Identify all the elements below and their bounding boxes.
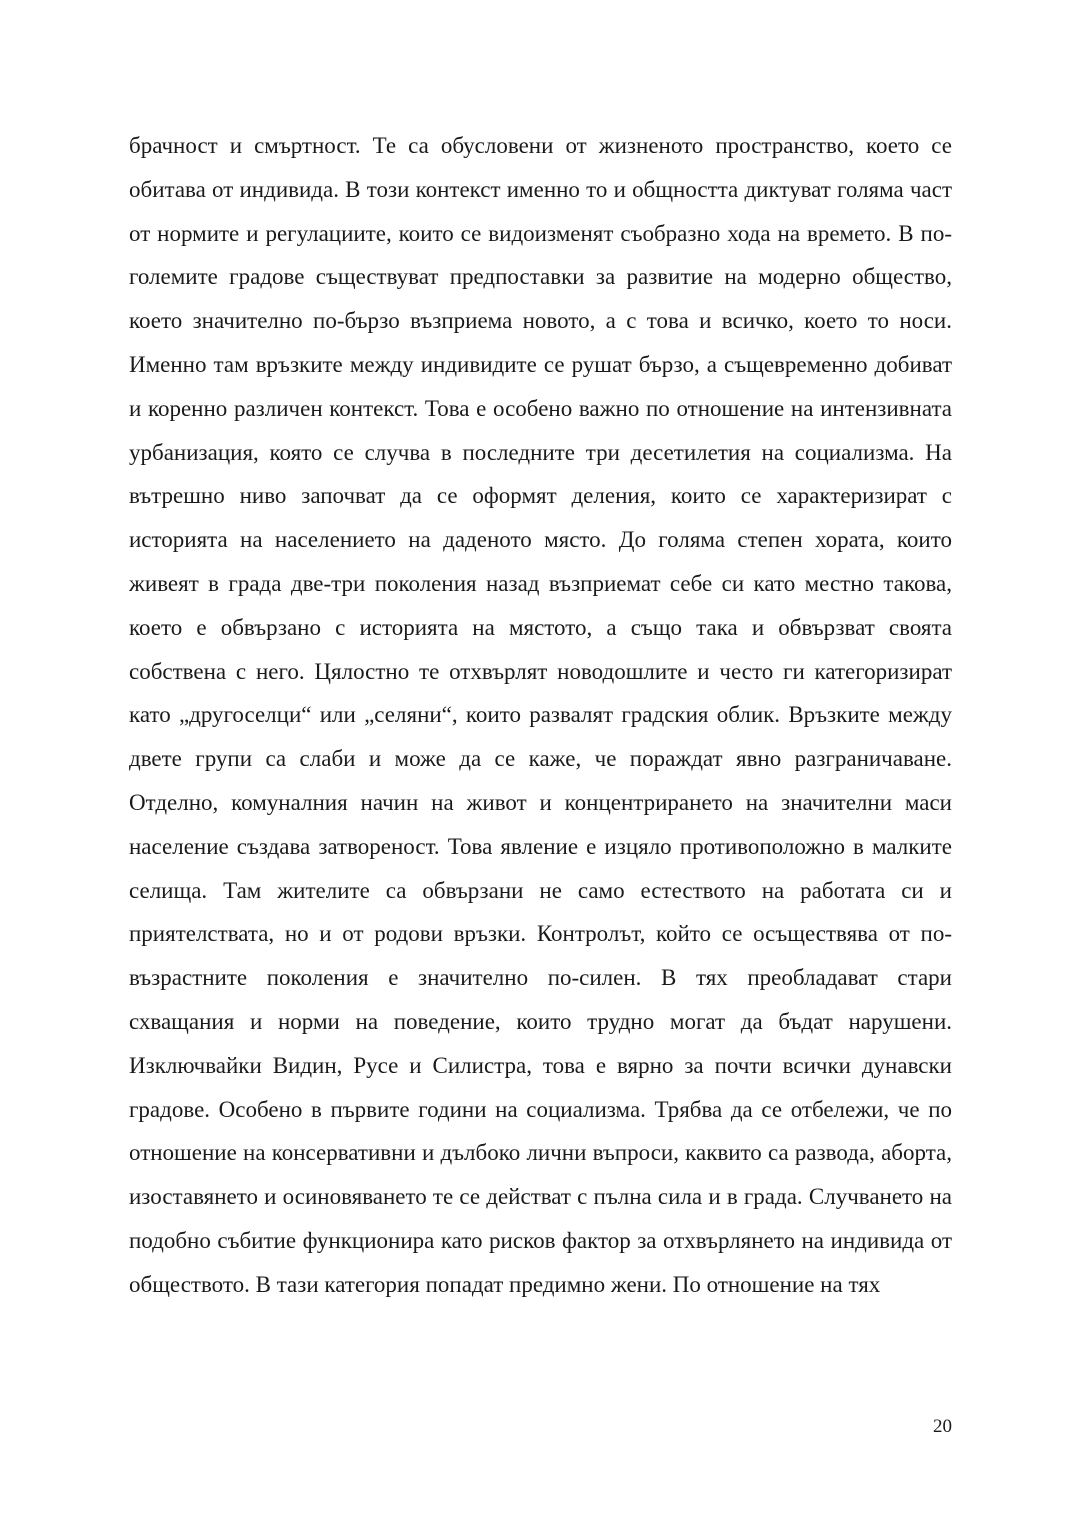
page-number: 20 xyxy=(933,1416,952,1437)
paragraph: брачност и смъртност. Те са обусловени от жизненото пространство, което се обитава от индивида. В този контекст именно то и общността диктуват голяма част от нормите и регулациите, които се видоизменят съобразно хода на времето. В по-големите градове съществуват предпоставки за развитие на модерно общество, което значително по-бързо възприема новото, а с това и всичко, което то носи. Именно там връзките между индивидите се рушат бързо, а същевременно добиват и коренно различен контекст. Това е особено важно по отношение на интензивната урбанизация, която се случва в последните три десетилетия на социализма. На вътрешно ниво започват да се оформят деления, които се характеризират с историята на населението на даденото място. До голяма степен хората, които живеят в града две-три поколения назад възприемат себе си като местно такова, което е обвързано с историята на мястото, а също така и обвързват своята собствена с него. Цялостно те отхвърлят новодошлите и често ги категоризират като „другоселци“ или „селяни“, които развалят градския облик. Връзките между двете групи са слаби и може да се каже, че пораждат явно разграничаване. Отделно, комуналния начин на живот и концентрирането на значителни маси население създава затвореност. Това явление е изцяло противоположно в малките селища. Там жителите са обвързани не само естеството на работата си и приятелствата, но и от родови връзки. Контролът, който се осъществява от по-възрастните поколения е значително по-силен. В тях преобладават стари схващания и норми на поведение, които трудно могат да бъдат нарушени. Изключвайки Видин, Русе и Силистра, това е вярно за почти всички дунавски градове. Особено в първите години на социализма. Трябва да се отбележи, че по отношение на консервативни и дълбоко лични въпроси, каквито са развода, аборта, изоставянето и осиновяването те се действат с пълна сила и в града. Случването на подобно събитие функционира като рисков фактор за отхвърлянето на индивида от обществото. В тази категория попадат предимно жени. По отношение на тях xyxy=(129,133,952,1297)
body-text xyxy=(129,124,952,1307)
